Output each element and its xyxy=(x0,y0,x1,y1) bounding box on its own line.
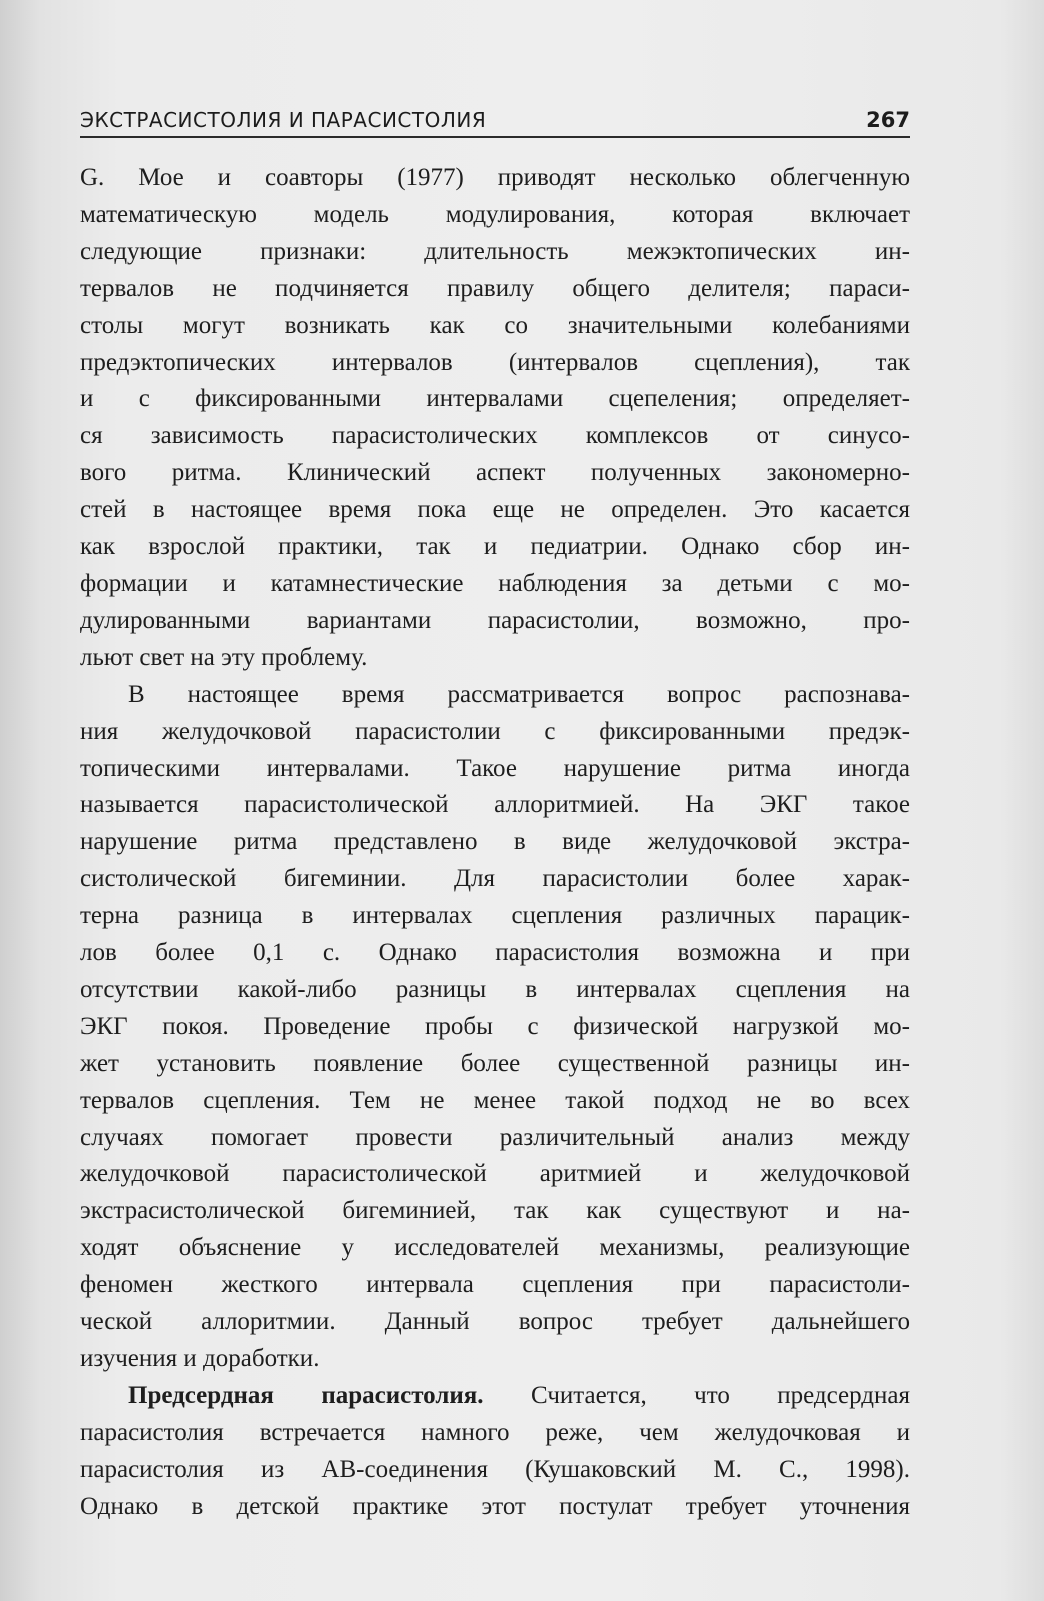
text-line: ния желудочковой парасистолии с фиксированными предэк- xyxy=(80,717,910,745)
text-line: ЭКГ покоя. Проведение пробы с физической нагрузкой мо- xyxy=(80,1012,910,1040)
page-header xyxy=(80,98,910,138)
section-run-in-heading: Предсердная парасистолия. xyxy=(128,1381,484,1409)
text-line: Однако в детской практике этот постулат требует уточнения xyxy=(80,1492,910,1520)
text-line: систолической бигеминии. Для парасистолии более харак- xyxy=(80,865,910,893)
paragraph-1 xyxy=(80,160,910,677)
text-line: следующие признаки: длительность межэктопических ин- xyxy=(80,237,910,265)
text-line: вого ритма. Клинический аспект полученных закономерно- xyxy=(80,459,910,487)
text-line xyxy=(80,1378,910,1415)
paragraph-3 xyxy=(80,1378,910,1526)
text-line: ся зависимость парасистолических комплексов от синусо- xyxy=(80,422,910,450)
text-line: лов более 0,1 с. Однако парасистолия возможна и при xyxy=(80,939,910,967)
text-line: как взрослой практики, так и педиатрии. Однако сбор ин- xyxy=(80,533,910,561)
text-line: парасистолия встречается намного реже, чем желудочковая и xyxy=(80,1418,910,1446)
text-line: ходят объяснение у исследователей механизмы, реализующие xyxy=(80,1234,910,1262)
running-head: ЭКСТРАСИСТОЛИЯ И ПАРАСИСТОЛИЯ xyxy=(80,108,487,132)
text-line: топическими интервалами. Такое нарушение ритма иногда xyxy=(80,754,910,782)
text-run: Считается, что предсердная xyxy=(483,1381,910,1409)
text-line: экстрасистолической бигеминией, так как существуют и на- xyxy=(80,1197,910,1225)
text-line: называется парасистолической аллоритмией. На ЭКГ такое xyxy=(80,791,910,819)
body-text xyxy=(80,160,910,1526)
text-line: предэктопических интервалов (интервалов сцепления), так xyxy=(80,348,910,376)
text-line: тервалов сцепления. Тем не менее такой подход не во всех xyxy=(80,1086,910,1114)
text-line: отсутствии какой-либо разницы в интервалах сцепления на xyxy=(80,975,910,1003)
text-line: случаях помогает провести различительный анализ между xyxy=(80,1123,910,1151)
text-line: жет установить появление более существенной разницы ин- xyxy=(80,1049,910,1077)
text-line: изучения и доработки. xyxy=(80,1345,320,1372)
text-line: формации и катамнестические наблюдения за детьми с мо- xyxy=(80,569,910,597)
text-line: математическую модель модулирования, которая включает xyxy=(80,200,910,228)
text-line: парасистолия из АВ-соединения (Кушаковский М. С., 1998). xyxy=(80,1455,910,1483)
page-number: 267 xyxy=(866,108,910,132)
text-line: нарушение ритма представлено в виде желудочковой экстра- xyxy=(80,828,910,856)
text-line: столы могут возникать как со значительными колебаниями xyxy=(80,311,910,339)
text-line: дулированными вариантами парасистолии, возможно, про- xyxy=(80,606,910,634)
text-line: льют свет на эту проблему. xyxy=(80,643,368,671)
text-line: В настоящее время рассматривается вопрос распознава- xyxy=(128,680,910,708)
text-line: и с фиксированными интервалами сцепеления; определяет- xyxy=(80,385,910,413)
paragraph-2 xyxy=(80,677,910,1378)
text-line: стей в настоящее время пока еще не определен. Это касается xyxy=(80,496,910,524)
text-line: феномен жесткого интервала сцепления при парасистоли- xyxy=(80,1271,910,1299)
text-line: тервалов не подчиняется правилу общего делителя; параси- xyxy=(80,274,910,302)
text-line: ческой аллоритмии. Данный вопрос требует дальнейшего xyxy=(80,1308,910,1336)
text-line: G. Мое и соавторы (1977) приводят несколько облегченную xyxy=(80,164,910,191)
text-line: желудочковой парасистолической аритмией и желудочковой xyxy=(80,1160,910,1188)
text-line: терна разница в интервалах сцепления различных парацик- xyxy=(80,902,910,930)
